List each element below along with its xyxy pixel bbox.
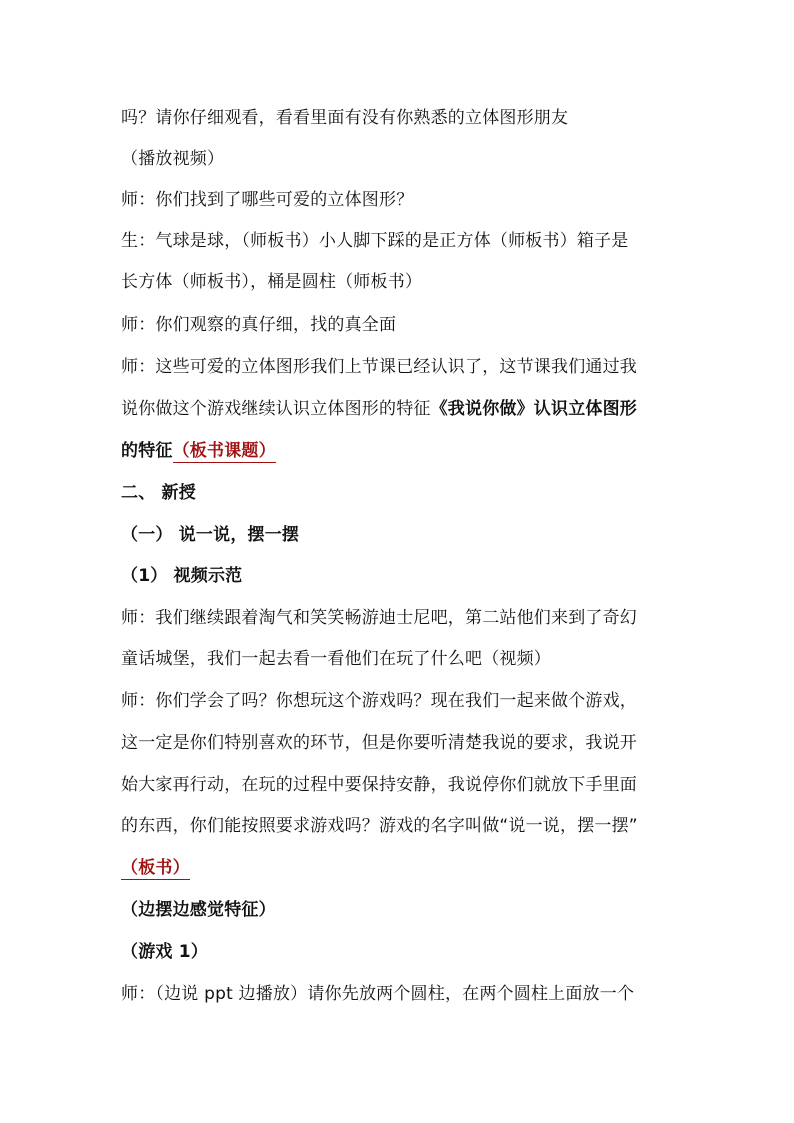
paragraph-line: 的东西，你们能按照要求游戏吗？游戏的名字叫做“说一说，摆一摆” <box>121 816 638 836</box>
board-title-note: （板书课题） <box>172 441 276 461</box>
paragraph-line <box>121 398 637 420</box>
subsection-heading: （边摆边感觉特征） <box>121 900 276 920</box>
section-heading: 二、 新授 <box>121 483 196 503</box>
paragraph-line <box>121 440 276 462</box>
paragraph-line: （播放视频） <box>121 149 225 169</box>
paragraph-line: 始大家再行动，在玩的过程中要保持安静，我说停你们就放下手里面 <box>121 775 637 795</box>
paragraph-line: 师：这些可爱的立体图形我们上节课已经认识了，这节课我们通过我 <box>121 357 637 377</box>
paragraph-line: 师：（边说 ppt 边播放）请你先放两个圆柱，在两个圆柱上面放一个 <box>121 984 635 1004</box>
subsection-heading: （游戏 1） <box>121 942 208 962</box>
paragraph-text: 说你做这个游戏继续认识立体图形的特征 <box>121 399 431 419</box>
paragraph-line: 生：气球是球，（师板书）小人脚下踩的是正方体（师板书）箱子是 <box>121 231 629 251</box>
subsection-heading: （一） 说一说，摆一摆 <box>121 525 300 545</box>
paragraph-line: 吗？请你仔细观看，看看里面有没有你熟悉的立体图形朋友 <box>121 108 569 128</box>
paragraph-line: 师：你们找到了哪些可爱的立体图形？ <box>121 190 414 210</box>
board-note: （板书） <box>121 858 190 878</box>
paragraph-line: 师：我们继续跟着淘气和笑笑畅游迪士尼吧，第二站他们来到了奇幻 <box>121 608 637 628</box>
paragraph-line: 师：你们观察的真仔细，找的真全面 <box>121 315 397 335</box>
lesson-title-inline: 《我说你做》认识立体图形 <box>430 399 638 419</box>
paragraph-line: 长方体（师板书），桶是圆柱（师板书） <box>121 272 423 292</box>
paragraph-line <box>121 857 190 879</box>
paragraph-line: 这一定是你们特别喜欢的环节，但是你要听清楚我说的要求，我说开 <box>121 733 637 753</box>
paragraph-text: 的特征 <box>121 441 173 461</box>
paragraph-line: 童话城堡，我们一起去看一看他们在玩了什么吧（视频） <box>121 649 551 669</box>
paragraph-line: 师：你们学会了吗？你想玩这个游戏吗？现在我们一起来做个游戏， <box>121 691 637 711</box>
subsection-heading: （1） 视频示范 <box>121 566 243 586</box>
